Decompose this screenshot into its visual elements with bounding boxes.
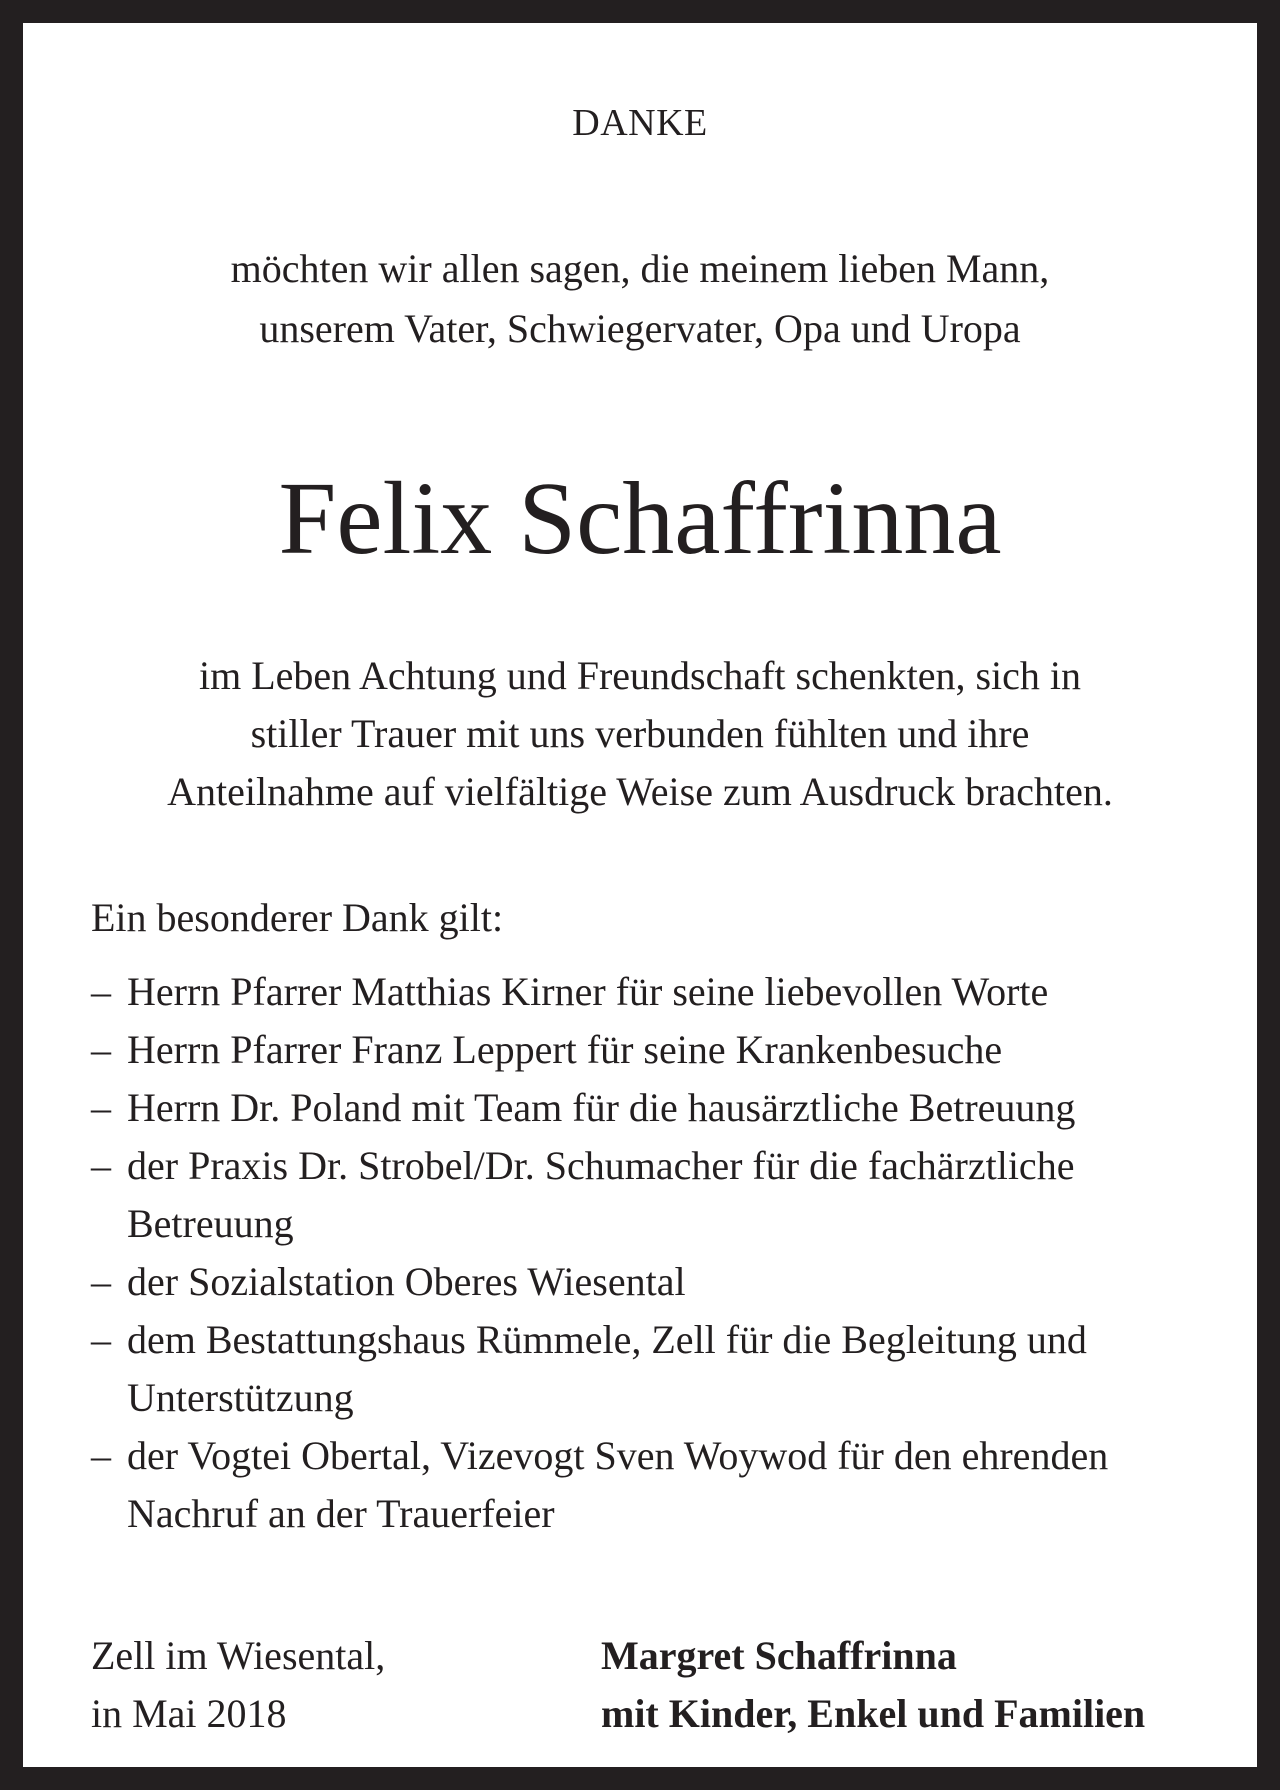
body-line: stiller Trauer mit uns verbunden fühlten und ihre (250, 711, 1030, 756)
thanks-item (91, 1311, 1189, 1427)
bullet-dash: – (91, 1259, 111, 1304)
bullet-dash: – (91, 1433, 111, 1478)
date-line: in Mai 2018 (91, 1691, 287, 1736)
notice-heading: DANKE (572, 102, 708, 144)
thanks-item (91, 1253, 1189, 1311)
thanks-item (91, 963, 1189, 1021)
body-line: im Leben Achtung und Freundschaft schenkten, sich in (198, 653, 1082, 698)
thanks-intro: Ein besonderer Dank gilt: (91, 895, 504, 940)
intro-line: möchten wir allen sagen, die meinem lieben Mann, (230, 246, 1050, 291)
signature (601, 1627, 1145, 1743)
thanks-item (91, 1079, 1189, 1137)
thanks-list (91, 963, 1189, 1543)
thanks-item-text: dem Bestattungshaus Rümmele, Zell für die Begleitung und Unterstützung (127, 1317, 1087, 1420)
signature-family: mit Kinder, Enkel und Familien (601, 1691, 1146, 1736)
place-line: Zell im Wiesental, (91, 1633, 386, 1678)
thanks-item-text: der Praxis Dr. Strobel/Dr. Schumacher für die fachärztliche Betreuung (127, 1143, 1075, 1246)
bullet-dash: – (91, 1085, 111, 1130)
thanks-item-text: Herrn Pfarrer Franz Leppert für seine Krankenbesuche (127, 1027, 1003, 1072)
bullet-dash: – (91, 1027, 111, 1072)
thanks-item-text: der Sozialstation Oberes Wiesental (127, 1259, 686, 1304)
thanks-item (91, 1427, 1189, 1543)
deceased-name: Felix Schaffrinna (278, 461, 1002, 576)
bullet-dash: – (91, 1143, 111, 1188)
intro-line: unserem Vater, Schwiegervater, Opa und Uropa (259, 306, 1021, 351)
thanks-item-text: Herrn Pfarrer Matthias Kirner für seine liebevollen Worte (127, 969, 1049, 1014)
bullet-dash: – (91, 1317, 111, 1362)
signature-name: Margret Schaffrinna (601, 1633, 957, 1678)
body-text (23, 647, 1257, 821)
intro-text (23, 239, 1257, 359)
thanks-item (91, 1137, 1189, 1253)
body-line: Anteilnahme auf vielfältige Weise zum Ausdruck brachten. (167, 769, 1113, 814)
thanks-item-text: Herrn Dr. Poland mit Team für die hausärztliche Betreuung (127, 1085, 1076, 1130)
place-date (91, 1627, 385, 1743)
thanks-item (91, 1021, 1189, 1079)
bullet-dash: – (91, 969, 111, 1014)
thanks-item-text: der Vogtei Obertal, Vizevogt Sven Woywod für den ehrenden Nachruf an der Trauerfeier (127, 1433, 1109, 1536)
